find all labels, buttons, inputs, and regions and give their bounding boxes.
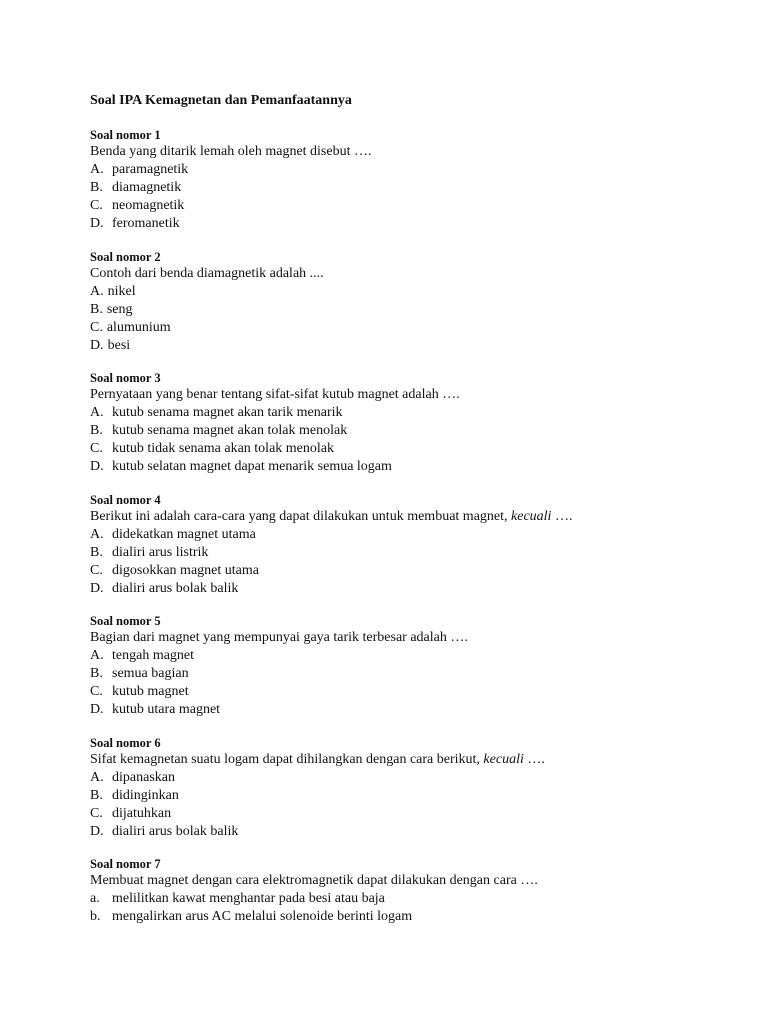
option-text: dipanaskan: [112, 769, 175, 785]
answer-options: [90, 769, 730, 841]
answer-options: [90, 404, 730, 476]
answer-option: [90, 301, 730, 319]
option-letter: C.: [90, 562, 103, 578]
question-heading: Soal nomor 2: [90, 249, 161, 264]
question-text-ellipsis: ….: [450, 630, 468, 645]
answer-option: [90, 197, 730, 215]
answer-option: [90, 422, 730, 440]
option-text: diamagnetik: [112, 180, 182, 195]
answer-option: [90, 580, 730, 598]
document-page: [90, 92, 730, 943]
question-text-ellipsis: ….: [551, 508, 573, 524]
option-text: digosokkan magnet utama: [112, 562, 259, 578]
option-text: kutub selatan magnet dapat menarik semua logam: [112, 459, 392, 474]
question-text-main: Bagian dari magnet yang mempunyai gaya tarik terbesar adalah: [90, 630, 451, 645]
question-block: [90, 614, 730, 719]
document-title: Soal IPA Kemagnetan dan Pemanfaatannya: [90, 93, 352, 108]
question-text-emphasis: kecuali: [483, 751, 524, 767]
option-letter: D.: [90, 459, 104, 474]
option-text: kutub senama magnet akan tarik menarik: [112, 405, 343, 420]
option-text: paramagnetik: [112, 162, 189, 177]
option-letter: B.: [90, 787, 103, 803]
question-heading: Soal nomor 7: [90, 857, 161, 871]
question-list: [90, 128, 730, 926]
question-text: [90, 386, 730, 404]
option-text: dialiri arus bolak balik: [112, 823, 239, 839]
option-text: kutub tidak senama akan tolak menolak: [112, 441, 334, 456]
option-letter: A.: [90, 405, 104, 420]
option-letter: C.: [90, 319, 103, 335]
answer-options: [90, 647, 730, 719]
option-letter: D.: [90, 580, 104, 596]
option-text: dialiri arus listrik: [112, 544, 209, 560]
option-letter: B.: [90, 544, 103, 560]
question-text-ellipsis: ….: [520, 873, 538, 888]
question-heading: Soal nomor 3: [90, 371, 161, 385]
answer-option: [90, 544, 730, 562]
answer-option: [90, 890, 730, 908]
option-letter: D.: [90, 702, 104, 717]
question-text: [90, 265, 730, 283]
option-letter: B.: [90, 301, 103, 317]
option-text: mengalirkan arus AC melalui solenoide berinti logam: [112, 909, 413, 924]
option-letter: A.: [90, 162, 104, 177]
question-text-main: Berikut ini adalah cara-cara yang dapat dilakukan untuk membuat magnet,: [90, 508, 512, 524]
option-text: feromanetik: [112, 216, 180, 231]
option-text: nikel: [107, 283, 136, 299]
answer-options: [90, 526, 730, 598]
question-text: [90, 629, 730, 647]
option-letter: C.: [90, 441, 103, 456]
option-text: didinginkan: [112, 787, 179, 803]
answer-option: [90, 179, 730, 197]
answer-option: [90, 787, 730, 805]
question-text-main: Sifat kemagnetan suatu logam dapat dihilangkan dengan cara berikut,: [90, 751, 484, 767]
question-heading: Soal nomor 1: [90, 128, 161, 142]
option-letter: C.: [90, 684, 103, 699]
option-letter: A.: [90, 283, 104, 299]
question-text-main: Benda yang ditarik lemah oleh magnet disebut: [90, 144, 354, 159]
answer-option: [90, 701, 730, 719]
answer-option: [90, 319, 730, 337]
question-text-ellipsis: ….: [442, 387, 460, 402]
option-letter: a.: [90, 891, 100, 906]
option-letter: A.: [90, 648, 104, 663]
question-text: [90, 872, 730, 890]
option-letter: C.: [90, 198, 103, 213]
question-text-emphasis: kecuali: [511, 508, 552, 524]
question-text-main: Membuat magnet dengan cara elektromagnetik dapat dilakukan dengan cara: [90, 873, 521, 888]
answer-option: [90, 665, 730, 683]
answer-option: [90, 526, 730, 544]
answer-option: [90, 683, 730, 701]
option-text: didekatkan magnet utama: [112, 526, 256, 542]
answer-options: [90, 890, 730, 926]
question-text-main: Contoh dari benda diamagnetik adalah ....: [90, 265, 324, 281]
answer-option: [90, 458, 730, 476]
question-heading: Soal nomor 4: [90, 492, 161, 507]
option-letter: D.: [90, 337, 104, 353]
option-text: kutub utara magnet: [112, 702, 221, 717]
answer-option: [90, 215, 730, 233]
question-text-main: Pernyataan yang benar tentang sifat-sifat kutub magnet adalah: [90, 387, 443, 402]
question-heading: Soal nomor 5: [90, 614, 161, 628]
question-block: [90, 371, 730, 476]
option-letter: B.: [90, 180, 103, 195]
question-block: [90, 128, 730, 233]
option-text: kutub senama magnet akan tolak menolak: [112, 423, 348, 438]
option-text: semua bagian: [112, 666, 189, 681]
option-text: dialiri arus bolak balik: [112, 580, 239, 596]
question-text: [90, 143, 730, 161]
answer-option: [90, 283, 730, 301]
answer-option: [90, 404, 730, 422]
option-text: besi: [107, 337, 131, 353]
answer-options: [90, 283, 730, 355]
answer-option: [90, 805, 730, 823]
answer-option: [90, 908, 730, 926]
answer-option: [90, 562, 730, 580]
option-letter: B.: [90, 423, 103, 438]
option-letter: C.: [90, 805, 103, 821]
option-letter: D.: [90, 823, 104, 839]
question-text-ellipsis: ….: [523, 751, 545, 767]
option-text: seng: [106, 301, 133, 317]
option-text: melilitkan kawat menghantar pada besi atau baja: [112, 891, 385, 906]
option-letter: A.: [90, 769, 104, 785]
answer-options: [90, 161, 730, 233]
option-letter: b.: [90, 909, 101, 924]
question-block: [90, 493, 730, 598]
option-letter: D.: [90, 216, 104, 231]
option-text: tengah magnet: [112, 648, 195, 663]
option-letter: A.: [90, 526, 104, 542]
option-text: neomagnetik: [112, 198, 185, 213]
option-text: dijatuhkan: [112, 805, 172, 821]
question-heading: Soal nomor 6: [90, 735, 161, 750]
answer-option: [90, 647, 730, 665]
question-block: [90, 857, 730, 926]
option-letter: B.: [90, 666, 103, 681]
answer-option: [90, 337, 730, 355]
answer-option: [90, 161, 730, 179]
question-block: [90, 736, 730, 841]
question-block: [90, 250, 730, 355]
option-text: kutub magnet: [112, 684, 189, 699]
question-text: [90, 508, 730, 526]
option-text: alumunium: [106, 319, 171, 335]
answer-option: [90, 823, 730, 841]
question-text-ellipsis: ….: [353, 144, 372, 159]
answer-option: [90, 440, 730, 458]
answer-option: [90, 769, 730, 787]
question-text: [90, 751, 730, 769]
